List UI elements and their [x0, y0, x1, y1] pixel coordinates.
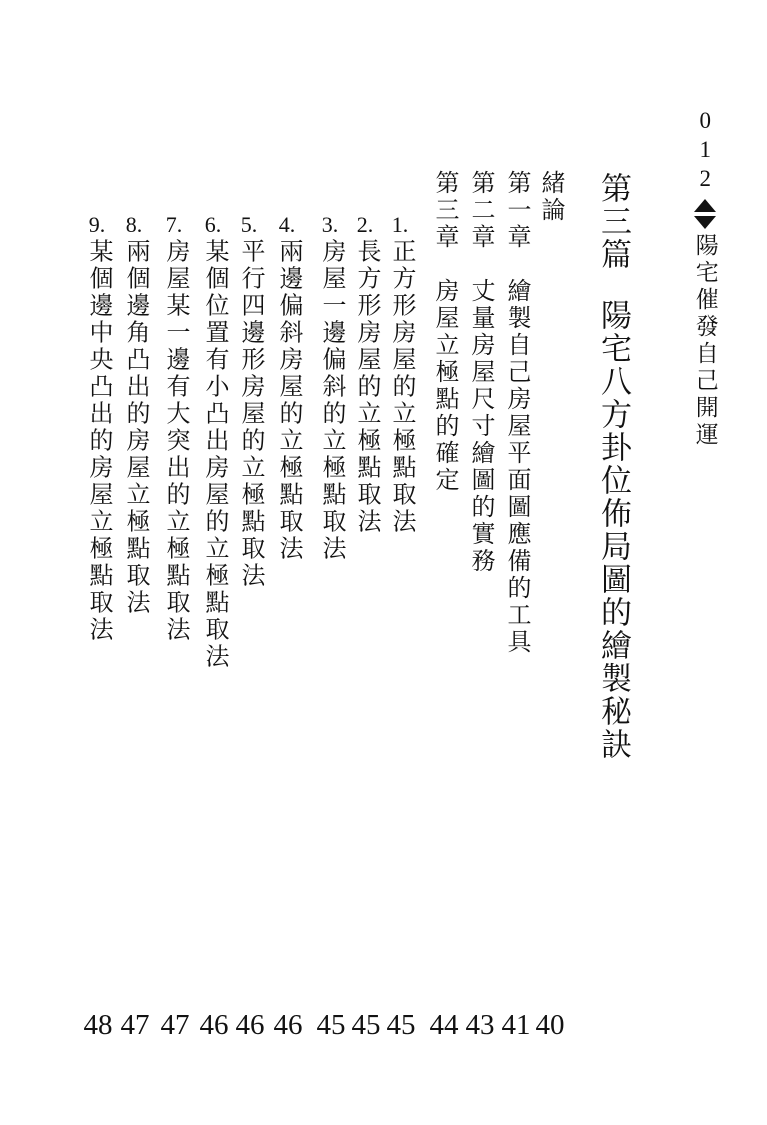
toc-page-number: 47 — [160, 1009, 190, 1041]
toc-page-number: 44 — [429, 1009, 459, 1041]
toc-entry-item-2 — [348, 211, 384, 1040]
running-header — [690, 108, 719, 449]
toc-chapter-prefix: 第一章 — [503, 170, 529, 251]
toc-item-number: 7. — [165, 212, 183, 237]
toc-item-number: 3. — [321, 212, 339, 237]
toc-entry-item-5 — [232, 211, 268, 1040]
toc-entry-label: 正方形房屋的立極點取法 — [388, 238, 414, 536]
toc-chapter-prefix: 第二章 — [467, 170, 493, 251]
toc-entry-item-3 — [313, 211, 349, 1040]
toc-entry-item-7 — [157, 211, 193, 1040]
toc-entry-label: 丈量房屋尺寸繪圖的實務 — [467, 278, 493, 575]
toc-page-number: 43 — [465, 1009, 495, 1041]
toc-item-number: 9. — [88, 212, 106, 237]
toc-entry-label: 兩邊偏斜房屋的立極點取法 — [275, 238, 301, 563]
toc-entry-label: 房屋立極點的確定 — [431, 278, 457, 494]
toc-entry-item-9 — [80, 211, 116, 1040]
toc-entry-item-1 — [383, 211, 419, 1040]
toc-page-number: 47 — [120, 1009, 150, 1041]
section-part-label: 第三篇 — [596, 172, 631, 271]
toc-entry-item-4 — [270, 211, 306, 1040]
toc-page-number: 40 — [535, 1009, 565, 1041]
toc-entry-label: 繪製自己房屋平面圖應備的工具 — [503, 278, 529, 656]
toc-entry-label: 房屋某一邊有大突出的立極點取法 — [162, 238, 188, 644]
toc-page-number: 45 — [351, 1009, 381, 1041]
toc-entry-chapter-2 — [462, 170, 498, 1040]
toc-entry-item-6 — [196, 211, 232, 1040]
toc-entry-label: 緒論 — [537, 170, 563, 224]
toc-page-number: 41 — [501, 1009, 531, 1041]
section-title — [586, 172, 632, 761]
toc-entry-label: 長方形房屋的立極點取法 — [353, 238, 379, 536]
toc-item-number: 4. — [278, 212, 296, 237]
toc-page-number: 46 — [199, 1009, 229, 1041]
toc-item-number: 8. — [125, 212, 143, 237]
toc-page-number: 45 — [386, 1009, 416, 1041]
toc-entry-label: 房屋一邊偏斜的立極點取法 — [318, 238, 344, 563]
toc-page-number: 46 — [273, 1009, 303, 1041]
toc-page-number: 46 — [235, 1009, 265, 1041]
toc-entry-label: 某個位置有小凸出房屋的立極點取法 — [201, 238, 227, 671]
toc-entry-label: 平行四邊形房屋的立極點取法 — [237, 238, 263, 590]
toc-entry-label: 某個邊中央凸出的房屋立極點取法 — [85, 238, 111, 644]
diamond-icon — [694, 199, 716, 229]
toc-entry-chapter-3 — [426, 170, 462, 1040]
toc-page-number: 48 — [83, 1009, 113, 1041]
toc-item-number: 1. — [391, 212, 409, 237]
toc-item-number: 2. — [356, 212, 374, 237]
running-title: 陽宅催發自己開運 — [692, 233, 718, 449]
toc-entry-intro — [532, 170, 568, 1040]
toc-entry-item-8 — [117, 211, 153, 1040]
toc-entry-label: 兩個邊角凸出的房屋立極點取法 — [122, 238, 148, 617]
toc-page-number: 45 — [316, 1009, 346, 1041]
section-title-text: 陽宅八方卦位佈局圖的繪製秘訣 — [596, 299, 631, 761]
toc-item-number: 6. — [204, 212, 222, 237]
folio-number: 012 — [692, 108, 718, 195]
toc-item-number: 5. — [240, 212, 258, 237]
toc-chapter-prefix: 第三章 — [431, 170, 457, 251]
toc-entry-chapter-1 — [498, 170, 534, 1040]
